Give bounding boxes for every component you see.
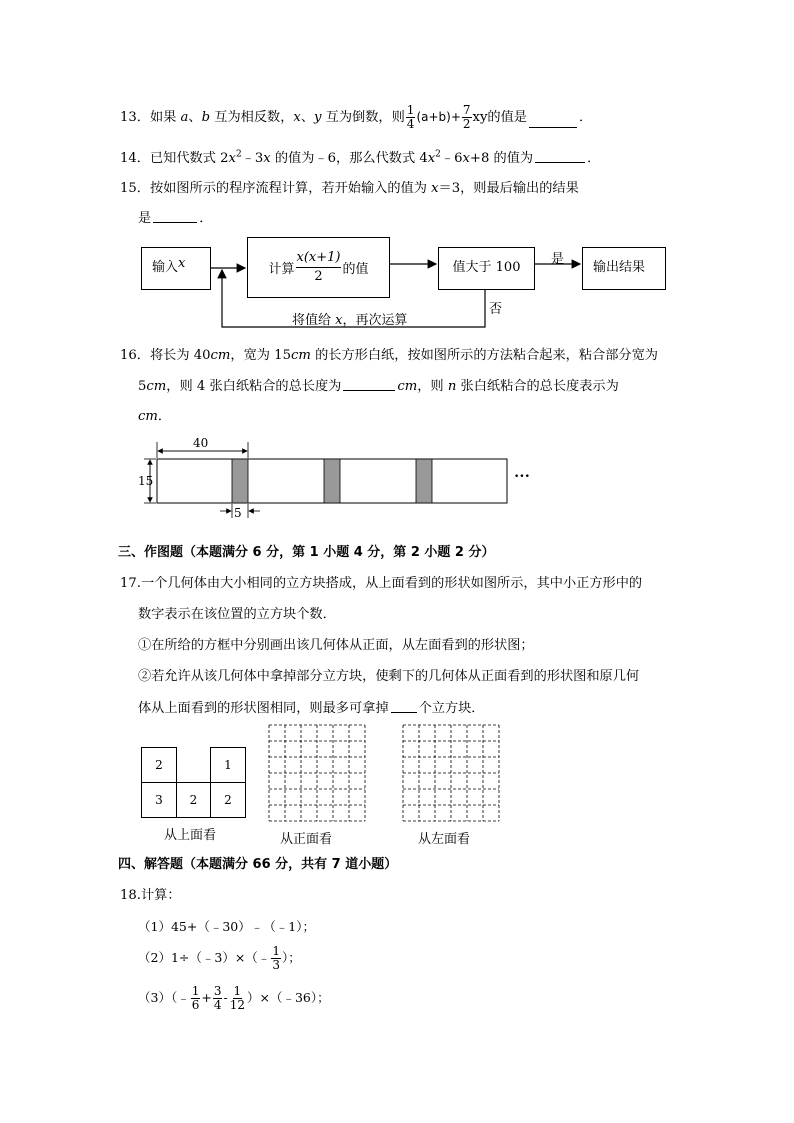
answer-blank[interactable]	[343, 389, 395, 391]
front-view-caption: 从正面看	[280, 832, 333, 847]
q18-part-1: （1）45+（﹣30）﹣（﹣1）；	[138, 919, 315, 934]
q17-text: 个立方块．	[418, 701, 485, 716]
q18-text: ）；	[281, 950, 301, 965]
denominator: 4	[213, 998, 222, 1012]
q13-expr: xy的值是	[472, 110, 527, 125]
glue-area	[324, 459, 340, 503]
left-view-caption: 从左面看	[418, 832, 471, 847]
q15-text: ＝3，则最后输出的结果	[438, 181, 579, 196]
var-y: y	[314, 110, 322, 125]
flow-yes-label: 是	[551, 252, 565, 267]
numerator: 7	[462, 103, 471, 117]
var-x: x	[427, 151, 436, 166]
q17-text: 一个几何体由大小相同的立方块搭成，从上面看到的形状如图所示，其中小正方形中的	[140, 576, 643, 591]
q16-number: 16．	[120, 348, 150, 363]
q13-sep: 、	[188, 110, 202, 125]
fraction	[271, 945, 281, 972]
exponent: 2	[435, 149, 441, 160]
q13-sep: 、	[300, 110, 315, 125]
unit-cm: cm	[397, 379, 418, 394]
flow-condition-label: 值大于 100	[452, 260, 521, 275]
unit-cm: cm	[138, 409, 158, 424]
q13-expr: (a+b)+	[416, 110, 461, 124]
q16-text: 将长为 40	[149, 348, 211, 363]
unit-cm: cm	[290, 348, 311, 363]
q18-part-3	[138, 985, 330, 1012]
flow-input-label: 输入	[152, 260, 179, 275]
question-17	[120, 572, 642, 591]
glue-area	[232, 459, 248, 503]
var-n: n	[447, 379, 457, 394]
top-view-caption: 从上面看	[164, 828, 217, 843]
section-3-title: 三、作图题（本题满分 6 分，第 1 小题 4 分，第 2 小题 2 分）	[118, 545, 495, 560]
question-16	[120, 344, 658, 363]
var-x: x	[293, 110, 301, 125]
q16-end: ．	[157, 409, 172, 424]
denominator: 4	[406, 117, 415, 131]
denominator: 12	[229, 998, 245, 1012]
q18-text: ）×（﹣36）；	[246, 990, 330, 1005]
q14-text: 已知代数式 2	[149, 151, 229, 166]
var-x: x	[431, 181, 439, 196]
q16-text: 张白纸粘合的总长度表示为	[456, 379, 619, 394]
glue-label: 5	[234, 506, 242, 520]
top-view-cell: 1	[210, 747, 246, 783]
q13-text: 互为相反数，	[214, 110, 294, 125]
top-view-cell: 2	[176, 782, 211, 818]
q17-subquestion-2: ②若允许从该几何体中拿掉部分立方块，使剩下的几何体从正面看到的形状图和原几何	[138, 669, 640, 684]
var-x: x	[178, 256, 186, 271]
q13-number: 13．	[120, 110, 150, 125]
q17-text: 体从上面看到的形状图相同，则最多可拿掉	[138, 701, 389, 716]
fraction	[229, 985, 246, 1012]
numerator: 1	[406, 103, 415, 117]
numerator: 1	[233, 984, 242, 998]
q14-end: ．	[587, 151, 601, 166]
top-view-cell: 2	[141, 747, 177, 783]
question-16-line3	[138, 405, 171, 424]
q15-text: 是	[138, 211, 152, 226]
q16-text: 的长方形白纸，按如图所示的方法粘合起来，粘合部分宽为	[310, 348, 658, 363]
numerator: 1	[272, 944, 280, 958]
denominator: 3	[272, 958, 280, 972]
question-16-line2	[138, 375, 619, 394]
q13-end: ．	[578, 110, 593, 125]
denominator: 6	[191, 998, 200, 1012]
q14-text: ﹣3	[241, 151, 264, 166]
left-view-grid[interactable]	[402, 724, 500, 822]
unit-cm: cm	[210, 348, 231, 363]
denominator: 2	[462, 117, 471, 131]
numerator: 3	[213, 984, 222, 998]
unit-cm: cm	[146, 379, 167, 394]
q14-text: 的值为﹣6，那么代数式 4	[270, 151, 428, 166]
top-view-cell: 2	[210, 782, 246, 818]
var-x: x	[228, 151, 236, 166]
q13-text: 互为倒数，则	[325, 110, 405, 125]
q14-text: ﹣6	[440, 151, 463, 166]
operator: -	[223, 990, 228, 1005]
q18-text: （2）1÷（﹣3）×（﹣	[138, 950, 271, 965]
section-4-title: 四、解答题（本题满分 66 分，共有 7 道小题）	[118, 857, 398, 872]
flow-loop-text: 将值给	[292, 313, 336, 328]
q15-text: 按如图所示的程序流程计算，若开始输入的值为	[149, 181, 432, 196]
ellipsis: •••	[514, 472, 530, 482]
q16-text: ，宽为 15	[230, 348, 291, 363]
length-label: 40	[193, 436, 209, 450]
var-a: a	[180, 110, 189, 125]
q13-text: 如果	[149, 110, 177, 125]
q14-text: +8 的值为	[469, 151, 534, 166]
flow-calc-label: 的值	[342, 262, 369, 277]
question-18: 18.计算：	[120, 888, 181, 903]
front-view-grid[interactable]	[268, 724, 366, 822]
q17-text	[138, 697, 485, 716]
flow-calc-label: 计算	[268, 262, 295, 277]
q15-end: ．	[199, 211, 213, 226]
q16-text: ，则 4 张白纸粘合的总长度为	[166, 379, 342, 394]
q17-number: 17.	[120, 576, 141, 591]
flow-loop-label	[292, 309, 408, 328]
var-b: b	[201, 110, 211, 125]
numerator: x(x+1)	[296, 249, 342, 268]
operator: +	[201, 990, 212, 1005]
fraction	[213, 985, 223, 1012]
q16-text: ，则	[417, 379, 448, 394]
q14-number: 14．	[120, 151, 150, 166]
answer-blank[interactable]	[391, 711, 417, 713]
q17-text: 数字表示在该位置的立方块个数．	[138, 607, 336, 622]
flow-loop-text: ，再次运算	[342, 313, 408, 328]
exponent: 2	[235, 149, 242, 160]
var-x: x	[335, 313, 343, 328]
flowchart-arrows	[0, 0, 794, 340]
numerator: 1	[191, 984, 200, 998]
glue-area	[416, 459, 432, 503]
q18-text: （3）（﹣	[138, 990, 190, 1005]
denominator: 2	[314, 269, 323, 284]
q17-subquestion-1: ①在所给的方框中分别画出该几何体从正面，从左面看到的形状图；	[138, 638, 534, 653]
top-view-cell: 3	[141, 782, 177, 818]
fraction	[191, 985, 201, 1012]
width-label: 15	[138, 474, 154, 488]
flow-no-label: 否	[489, 302, 503, 317]
q15-number: 15．	[120, 181, 150, 196]
q18-part-2	[138, 945, 301, 972]
var-x: x	[263, 151, 271, 166]
flow-output-label: 输出结果	[593, 260, 646, 275]
var-x: x	[462, 151, 470, 166]
q16-text: 5	[138, 379, 147, 394]
